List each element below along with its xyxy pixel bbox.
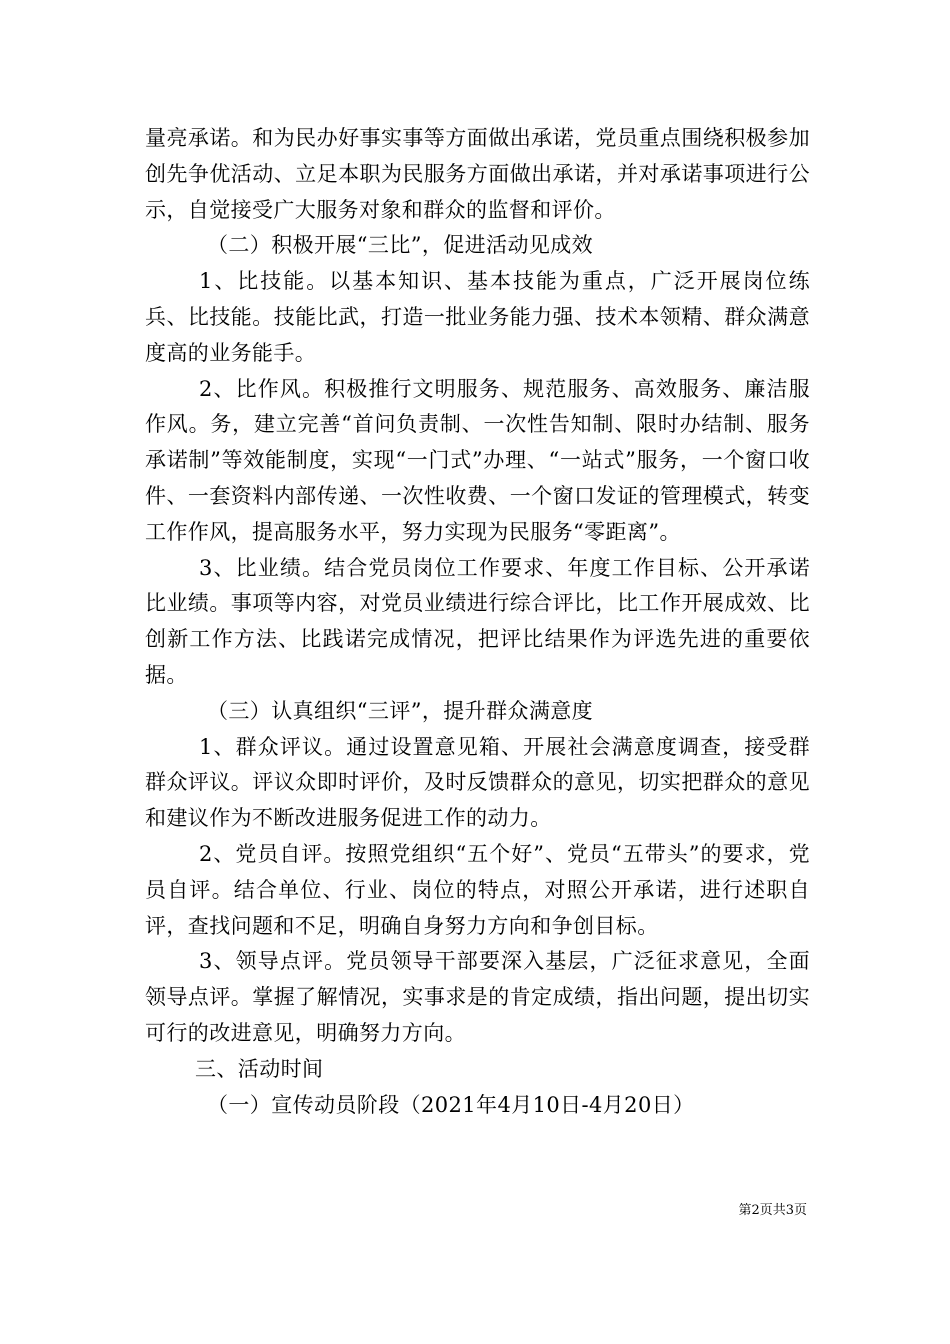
paragraph-self-review: 2、党员自评。按照党组织“五个好”、党员“五带头”的要求，党员自评。结合单位、行业、岗位的特点，对照公开承诺，进行述职自评，查找问题和不足，明确自身努力方向和争创目标。 (145, 841, 810, 938)
section-heading-activity-time: 三、活动时间 (195, 1056, 324, 1081)
paragraph-commitment-tail: 量亮承诺。和为民办好事实事等方面做出承诺，党员重点围绕积极参加创先争优活动、立足本职为民服务方面做出承诺，并对承诺事项进行公示，自觉接受广大服务对象和群众的监督和评价。 (145, 126, 810, 222)
page-number-footer: 第2页共3页 (738, 1203, 807, 1218)
section-heading-san-ping: （三）认真组织“三评”，提升群众满意度 (207, 698, 594, 723)
paragraph-skills: 1、比技能。以基本知识、基本技能为重点，广泛开展岗位练兵、比技能。技能比武，打造一批业务能力强、技术本领精、群众满意度高的业务能手。 (145, 269, 810, 365)
paragraph-leader-review: 3、领导点评。党员领导干部要深入基层，广泛征求意见，全面领导点评。掌握了解情况，实事求是的肯定成绩，指出问题，提出切实可行的改进意见，明确努力方向。 (145, 949, 810, 1045)
paragraph-performance: 3、比业绩。结合党员岗位工作要求、年度工作目标、公开承诺比业绩。事项等内容，对党员业绩进行综合评比，比工作开展成效、比创新工作方法、比践诺完成情况，把评比结果作为评选先进的重要依据。 (145, 555, 810, 687)
subsection-heading-publicity-stage: （一）宣传动员阶段（2021年4月10日-4月20日） (207, 1092, 695, 1117)
document-body (145, 121, 810, 1123)
paragraph-public-review: 1、群众评议。通过设置意见箱、开展社会满意度调查，接受群群众评议。评议众即时评价，及时反馈群众的意见，切实把群众的意见和建议作为不断改进服务促进工作的动力。 (145, 734, 810, 831)
section-heading-san-bi: （二）积极开展“三比”，促进活动见成效 (207, 233, 594, 258)
paragraph-work-style: 2、比作风。积极推行文明服务、规范服务、高效服务、廉洁服作风。务，建立完善“首问负责制、一次性告知制、限时办结制、服务承诺制”等效能制度，实现“一门式”办理、“一站式”服务，一个窗口收件、一套资料内部传递、一次性收费、一个窗口发证的管理模式，转变工作作风，提高服务水平，努力实现为民服务“零距离”。 (145, 376, 810, 544)
